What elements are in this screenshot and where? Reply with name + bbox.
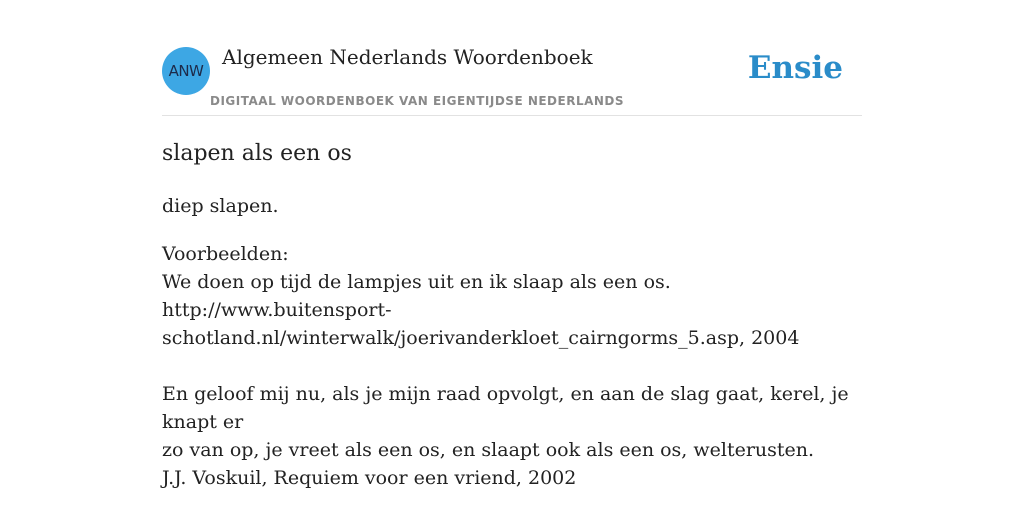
content-container — [162, 0, 862, 489]
example-source-continued: schotland.nl/winterwalk/joerivanderkloet_cairngorms_5.asp, 2004 — [162, 327, 800, 349]
example-sentence-continued: zo van op, je vreet als een os, en slaapt ook als een os, welterusten. — [162, 439, 815, 461]
anw-logo[interactable]: ANW — [162, 47, 210, 95]
examples-section — [162, 240, 862, 492]
example-spacer — [162, 352, 862, 380]
entry-definition: diep slapen. — [162, 195, 279, 217]
example-source: J.J. Voskuil, Requiem voor een vriend, 2002 — [162, 467, 577, 489]
example-sentence: En geloof mij nu, als je mijn raad opvolgt, en aan de slag gaat, kerel, je knapt er — [162, 383, 849, 433]
examples-label: Voorbeelden: — [162, 243, 289, 265]
entry-term: slapen als een os — [162, 141, 352, 166]
ensie-logo[interactable]: Ensie — [747, 50, 843, 86]
dictionary-subtitle: DIGITAAL WOORDENBOEK VAN EIGENTIJDSE NEDERLANDS — [210, 94, 625, 108]
example-sentence: We doen op tijd de lampjes uit en ik slaap als een os. — [162, 271, 671, 293]
dictionary-title[interactable]: Algemeen Nederlands Woordenboek — [222, 45, 593, 69]
example-source: http://www.buitensport- — [162, 299, 392, 321]
site-header — [162, 0, 862, 116]
